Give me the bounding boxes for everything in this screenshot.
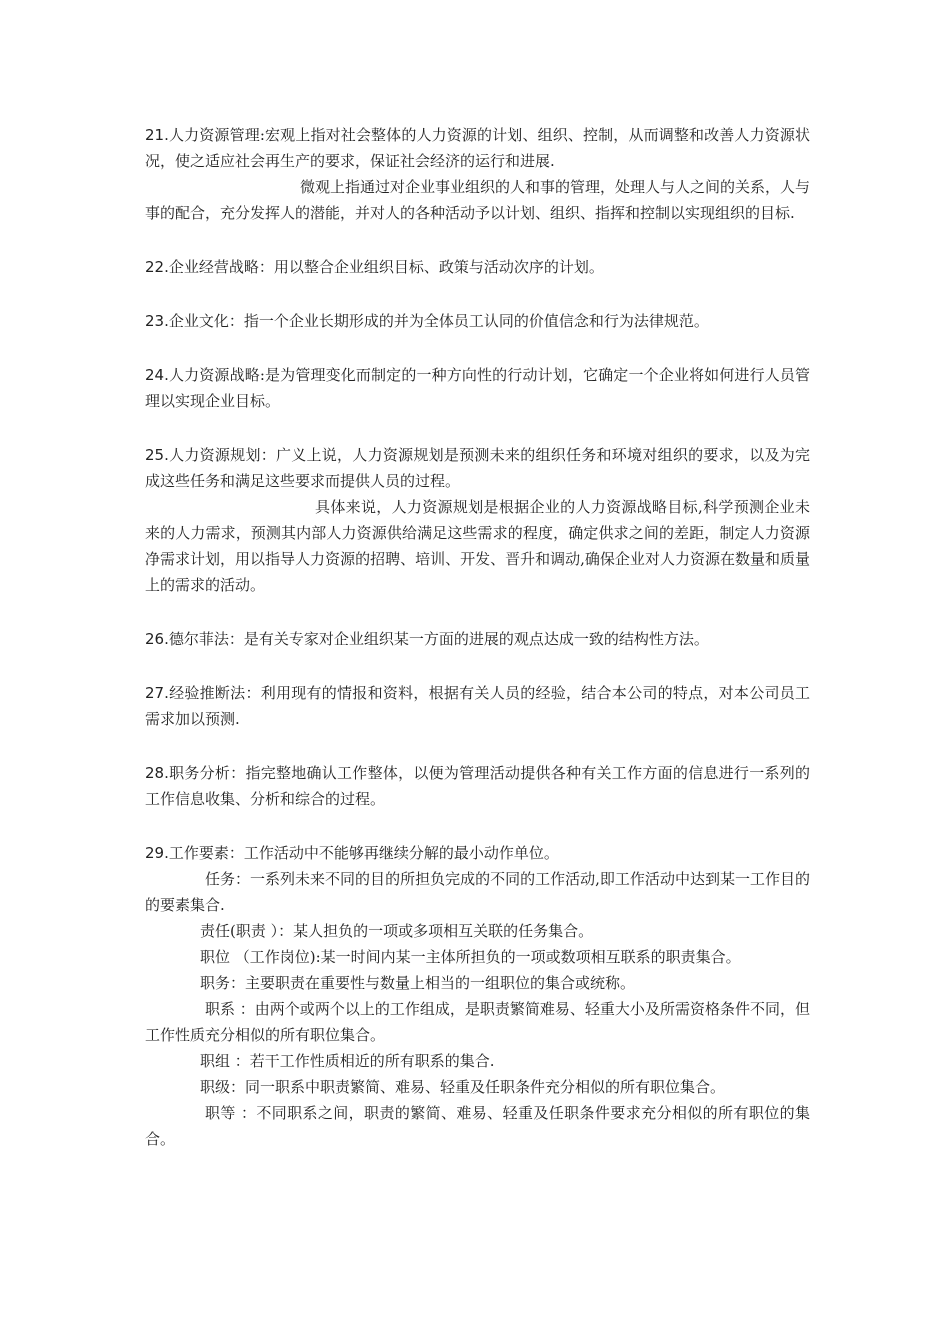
definition-job-group: 职组 ：若干工作性质相近的所有职系的集合. <box>200 1052 495 1070</box>
entry-paragraph <box>145 362 810 414</box>
entry-23 <box>145 308 810 334</box>
entry-paragraph <box>145 680 810 732</box>
entry-text: 人力资源管理:宏观上指对社会整体的人力资源的计划、组织、控制，从而调整和改善人力资源状况，使之适应社会再生产的要求，保证社会经济的运行和进展. <box>145 126 810 170</box>
entry-text: 人力资源战略:是为管理变化而制定的一种方向性的行动计划，它确定一个企业将如何进行人员管理以实现企业目标。 <box>145 366 810 410</box>
entry-paragraph <box>145 626 810 652</box>
entry-text: 工作要素：工作活动中不能够再继续分解的最小动作单位。 <box>168 844 559 862</box>
entry-number: 28. <box>145 764 169 782</box>
entry-29 <box>145 840 810 1152</box>
definition-job-series: 职系 ：由两个或两个以上的工作组成，是职责繁简难易、轻重大小及所需资格条件不同，但工作性质充分相似的所有职位集合。 <box>145 1000 810 1044</box>
entry-paragraph <box>145 254 810 280</box>
entry-number: 25. <box>145 446 169 464</box>
entry-number: 24. <box>145 366 169 384</box>
entry-paragraph: 具体来说，人力资源规划是根据企业的人力资源战略目标,科学预测企业未来的人力需求，预测其内部人力资源供给满足这些需求的程度，确定供求之间的差距，制定人力资源净需求计划，用以指导人力资源的招聘、培训、开发、晋升和调动,确保企业对人力资源在数量和质量上的需求的活动。 <box>145 498 810 594</box>
entry-paragraph <box>145 840 810 866</box>
entry-27 <box>145 680 810 732</box>
entry-text: 企业经营战略：用以整合企业组织目标、政策与活动次序的计划。 <box>168 258 604 276</box>
entry-number: 29. <box>145 844 169 862</box>
entry-paragraph: 微观上指通过对企业事业组织的人和事的管理，处理人与人之间的关系，人与事的配合，充分发挥人的潜能，并对人的各种活动予以计划、组织、指挥和控制以实现组织的目标. <box>145 178 811 222</box>
document-page <box>145 122 810 1180</box>
entry-paragraph <box>145 442 810 494</box>
entry-number: 27. <box>145 684 169 702</box>
entry-text: 经验推断法：利用现有的情报和资料，根据有关人员的经验，结合本公司的特点，对本公司员工需求加以预测. <box>145 684 810 728</box>
entry-text: 职务分析：指完整地确认工作整体，以便为管理活动提供各种有关工作方面的信息进行一系列的工作信息收集、分析和综合的过程。 <box>145 764 810 808</box>
entry-number: 26. <box>145 630 169 648</box>
entry-number: 21. <box>145 126 169 144</box>
entry-paragraph <box>145 760 810 812</box>
entry-number: 22. <box>145 258 169 276</box>
entry-paragraph <box>145 308 810 334</box>
entry-21 <box>145 122 810 226</box>
definition-responsibility: 责任(职责 ）：某人担负的一项或多项相互关联的任务集合。 <box>200 922 594 940</box>
entry-24 <box>145 362 810 414</box>
definition-job-class: 职级：同一职系中职责繁简、难易、轻重及任职条件充分相似的所有职位集合。 <box>200 1078 726 1096</box>
entry-22 <box>145 254 810 280</box>
entry-paragraph <box>145 122 810 174</box>
entry-text: 德尔菲法：是有关专家对企业组织某一方面的进展的观点达成一致的结构性方法。 <box>168 630 709 648</box>
definition-position: 职位 （工作岗位):某一时间内某一主体所担负的一项或数项相互联系的职责集合。 <box>200 948 741 966</box>
definition-task: 任务：一系列未来不同的目的所担负完成的不同的工作活动,即工作活动中达到某一工作目的的要素集合. <box>145 870 810 914</box>
entry-number: 23. <box>145 312 169 330</box>
entry-28 <box>145 760 810 812</box>
entry-26 <box>145 626 810 652</box>
definition-job: 职务：主要职责在重要性与数量上相当的一组职位的集合或统称。 <box>200 974 636 992</box>
entry-25 <box>145 442 810 598</box>
definition-job-grade: 职等 ：不同职系之间，职责的繁简、难易、轻重及任职条件要求充分相似的所有职位的集合。 <box>145 1104 810 1148</box>
entry-text: 人力资源规划：广义上说，人力资源规划是预测未来的组织任务和环境对组织的要求，以及为完成这些任务和满足这些要求而提供人员的过程。 <box>145 446 810 490</box>
entry-text: 企业文化：指一个企业长期形成的并为全体员工认同的价值信念和行为法律规范。 <box>168 312 709 330</box>
